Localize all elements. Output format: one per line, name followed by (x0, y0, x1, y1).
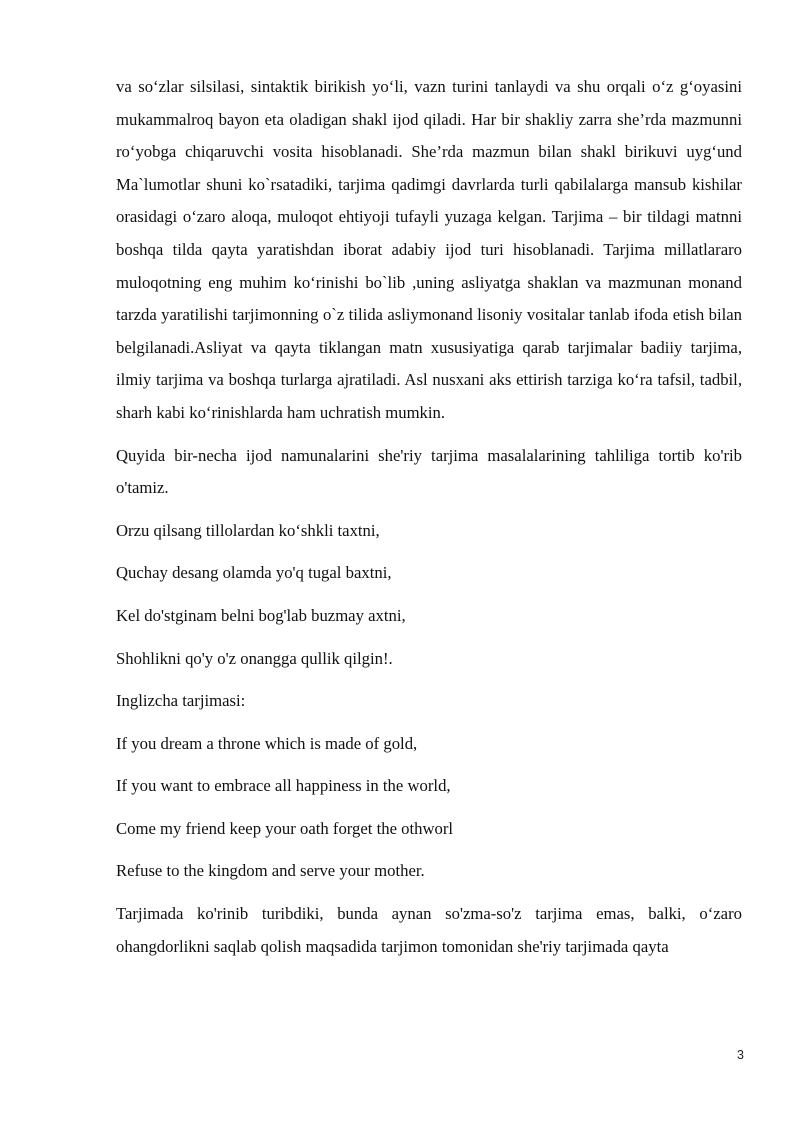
translation-line: If you want to embrace all happiness in the world, (116, 776, 451, 796)
page-number: 3 (737, 1048, 744, 1062)
paragraph-lead-in: Quyida bir-necha ijod namunalarini she'riy tarjima masalalarining tahliliga tortib ko'rib o'tamiz. (116, 445, 742, 498)
paragraph-closing: Tarjimada ko'rinib turibdiki, bunda aynan so'zma-so'z tarjima emas, balki, o‘zaro ohangdorlikni saqlab qolish maqsadida tarjimon tomonidan she'riy tarjimada qayta (116, 904, 742, 956)
paragraph-intro: va so‘zlar silsilasi, sintaktik birikish yo‘li, vazn turini tanlaydi va shu orqali o‘z g‘oyasini mukammalroq bayon eta oladigan shakl ijod qiladi. Har bir shakliy zarra she’rda mazmunni ro‘yobga chiqaruvchi vosita hisoblanadi. She’rda mazmun bilan shakl birikuvi uyg‘und Ma`lumotlar shuni ko`rsatadiki, tarjima qadimgi davrlarda turli qabilalarga mansub kishilar orasidagi o‘zaro aloqa, muloqot ehtiyoji tufayli yuzaga kelgan. Tarjima – bir tildagi matnni boshqa tilda qayta yaratishdan iborat adabiy ijod turi hisoblanadi. Tarjima millatlararo muloqotning eng muhim ko‘rinishi bo`lib ,uning asliyatga shaklan va mazmunan monand tarzda yaratilishi tarjimonning o`z tilida asliymonand lisoniy vositalar tanlab ifoda etish bilan belgilanadi.Asliyat va qayta tiklangan matn xususiyatiga qarab tarjimalar badiiy tarjima, ilmiy tarjima va boshqa turlarga ajratiladi. Asl nusxani aks ettirish tarziga ko‘ra tafsil, tadbil, sharh kabi ko‘rinishlarda ham uchratish mumkin. (116, 77, 742, 422)
translation-line: Come my friend keep your oath forget the othworl (116, 818, 454, 838)
poem-line: Kel do'stginam belni bog'lab buzmay axtni, (116, 605, 406, 625)
poem-translation (116, 728, 742, 888)
poem-line: Quchay desang olamda yo'q tugal baxtni, (116, 563, 392, 583)
page-body (116, 71, 742, 963)
poem-line: Orzu qilsang tillolardan ko‘shkli taxtni, (116, 520, 380, 540)
translation-line: If you dream a throne which is made of gold, (116, 733, 418, 753)
translation-line: Refuse to the kingdom and serve your mother. (116, 861, 425, 881)
poem-line: Shohlikni qo'y o'z onangga qullik qilgin!. (116, 648, 393, 668)
poem-original (116, 515, 742, 675)
translation-heading: Inglizcha tarjimasi: (116, 691, 246, 711)
